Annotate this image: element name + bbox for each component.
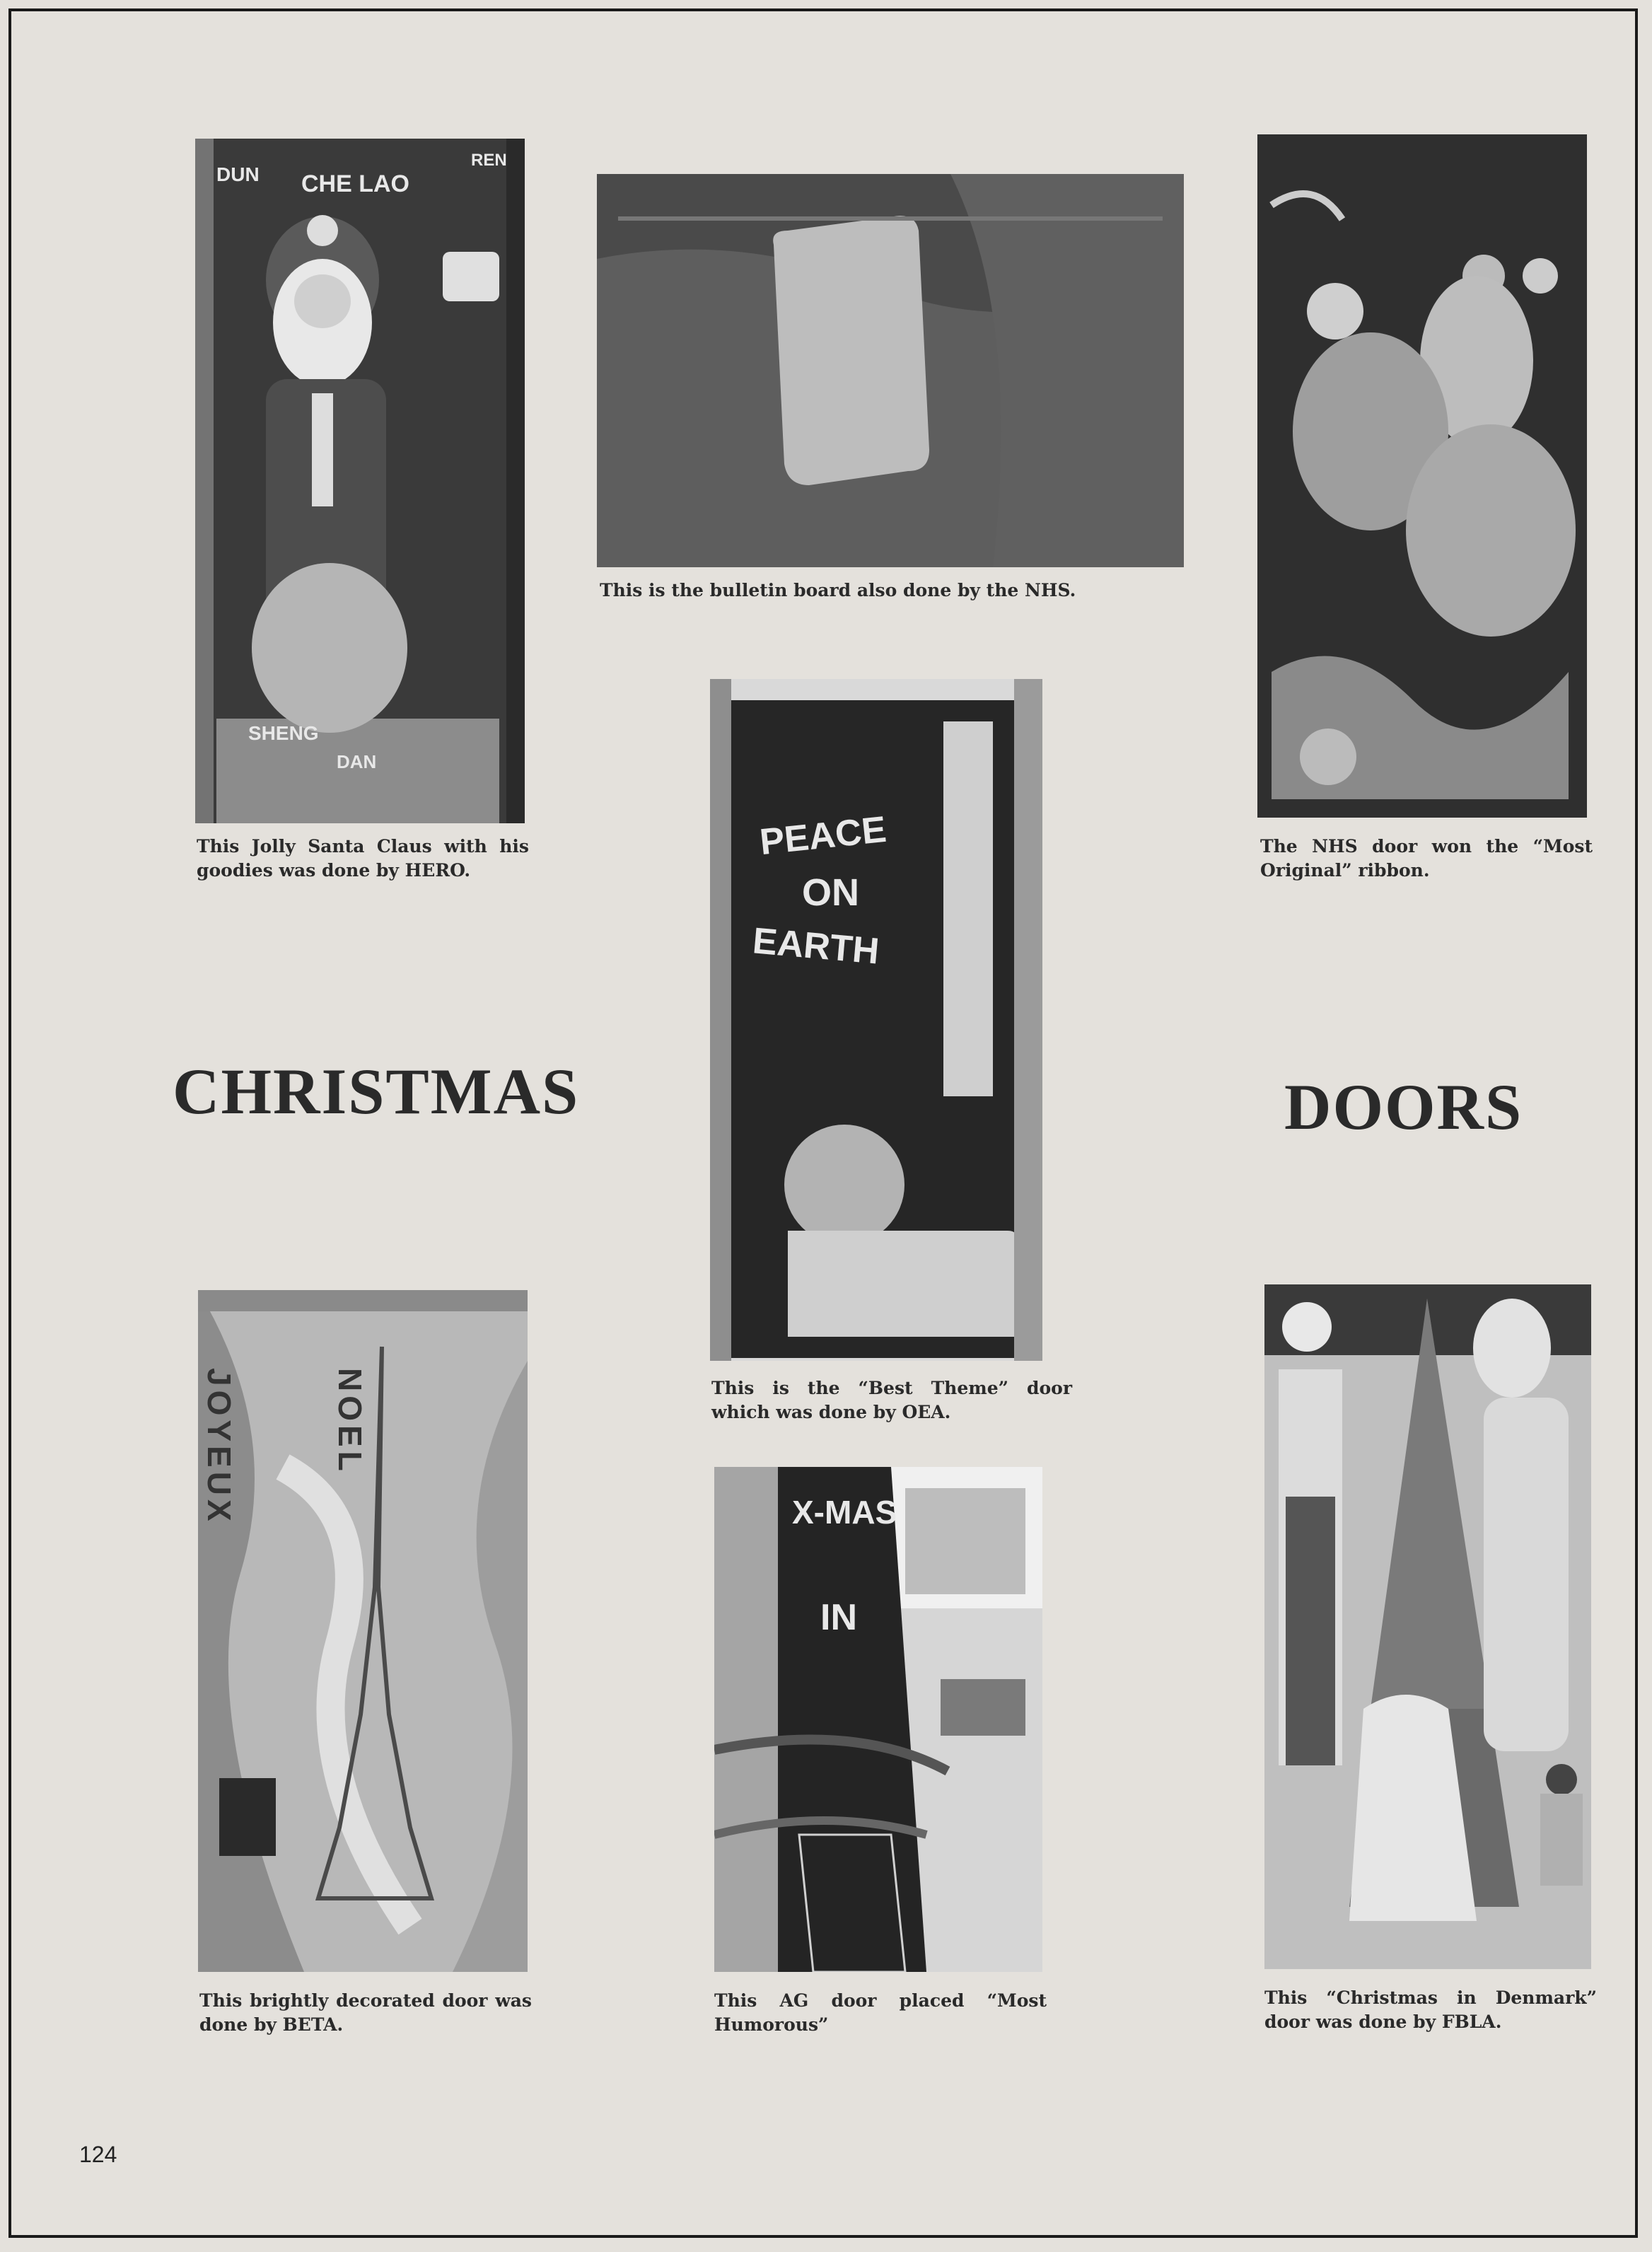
heading-doors: DOORS <box>1284 1071 1523 1143</box>
photo-oea-door <box>710 679 1042 1361</box>
ag-sign-line2: IN <box>820 1597 857 1638</box>
hero-sign-bottom-b: DAN <box>337 751 377 772</box>
hero-sign-top: CHE LAO <box>301 170 409 197</box>
photo-fbla-door <box>1264 1284 1591 1969</box>
oea-sign-line3: EARTH <box>750 920 881 973</box>
ag-sign-line1: X-MAS <box>792 1494 897 1531</box>
caption-ag-door: This AG door placed “Most Humorous” <box>714 1990 1047 2035</box>
hero-sign-bottom-a: SHENG <box>248 722 319 744</box>
oea-sign-line2: ON <box>802 871 859 914</box>
caption-hero-door: This Jolly Santa Claus with his goodies was done by HERO. <box>197 836 529 881</box>
caption-oea-door: This is the “Best Theme” door which was done by OEA. <box>711 1378 1072 1422</box>
photo-beta-door <box>198 1290 528 1972</box>
photo-nhs-bulletin-board <box>597 174 1184 567</box>
heading-christmas: CHRISTMAS <box>173 1055 580 1127</box>
hero-sign-top-left: DUN <box>216 163 260 185</box>
oea-sign-line1: PEACE <box>757 808 888 864</box>
page-number: 124 <box>79 2142 117 2167</box>
caption-fbla-door: This “Christmas in Denmark” door was done by FBLA. <box>1264 1987 1597 2032</box>
beta-sign-word2: NOEL <box>332 1368 368 1475</box>
caption-nhs-bulletin-board: This is the bulletin board also done by the NHS. <box>600 580 1076 600</box>
photo-nhs-door <box>1257 134 1587 818</box>
hero-sign-top-right: REN <box>471 151 507 170</box>
photo-hero-santa-door <box>195 139 525 823</box>
caption-nhs-door: The NHS door won the “Most Original” ribbon. <box>1260 836 1593 881</box>
photo-ag-door <box>714 1467 1042 1972</box>
caption-beta-door: This brightly decorated door was done by BETA. <box>199 1990 532 2035</box>
beta-sign-word1: JOYEUX <box>201 1368 238 1526</box>
